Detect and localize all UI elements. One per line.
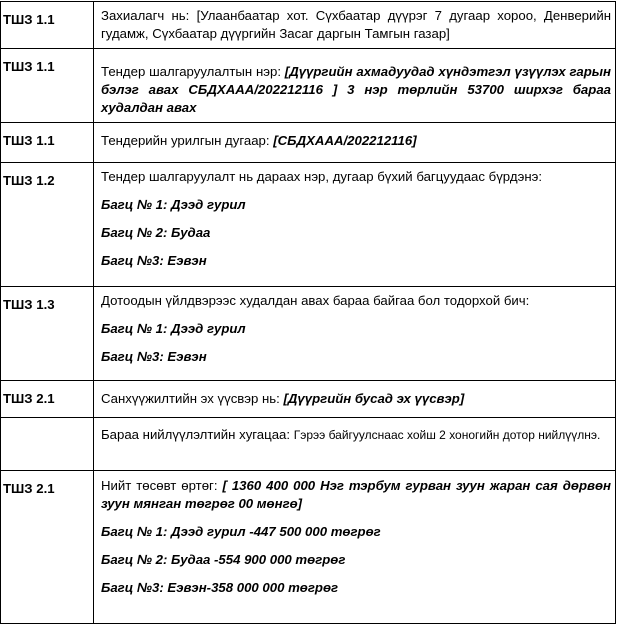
clause-body	[94, 418, 616, 471]
lot-item: Багц № 2: Будаа	[101, 225, 211, 240]
clause-text	[101, 7, 611, 43]
clause-value: [ 1360 400 000 Нэг тэрбум гурван зуун жаран сая дөрвөн зуун мянган төгрөг 00 мөнгө]	[101, 478, 611, 511]
lot-item: Багц № 1: Дээд гурил -447 500 000 төгрөг	[101, 524, 381, 539]
clause-body	[94, 471, 616, 624]
clause-code	[1, 418, 94, 471]
table-row	[1, 123, 616, 163]
clause-label: Захиалагч нь:	[101, 8, 197, 23]
clause-value: [Улаанбаатар хот. Сүхбаатар дүүрэг 7 дугаар хороо, Денверийн гудамж, Сүхбаатар дүүргийн Засаг даргын Тамгын газар]	[101, 8, 612, 41]
table-row	[1, 287, 616, 381]
clause-code: ТШЗ 1.2	[1, 163, 94, 287]
bid-data-sheet-table	[0, 1, 616, 624]
lot-item: Багц № 1: Дээд гурил	[101, 321, 246, 336]
clause-label: Нийт төсөвт өртөг:	[101, 478, 223, 493]
clause-body	[94, 163, 616, 287]
clause-label: Санхүүжилтийн эх үүсвэр нь:	[101, 391, 284, 406]
clause-code: ТШЗ 1.1	[1, 123, 94, 163]
clause-value: [СБДХААА/202212116]	[273, 133, 417, 148]
clause-body	[94, 2, 616, 49]
lot-item: Багц № 2: Будаа -554 900 000 төгрөг	[101, 552, 346, 567]
clause-code: ТШЗ 1.1	[1, 2, 94, 49]
clause-value: Гэрээ байгуулснаас хойш 2 хоногийн дотор нийлүүлнэ.	[293, 428, 601, 442]
clause-label: Тендер шалгаруулалтын нэр:	[101, 64, 285, 79]
clause-code: ТШЗ 1.3	[1, 287, 94, 381]
clause-text	[101, 63, 611, 117]
clause-label: Тендерийн урилгын дугаар:	[101, 133, 274, 148]
clause-text	[101, 132, 611, 150]
clause-text	[101, 477, 611, 513]
table-row	[1, 163, 616, 287]
clause-label: Бараа нийлүүлэлтийн хугацаа:	[101, 427, 294, 442]
clause-value: [Дүүргийн ахмадуудад хүндэтгэл үзүүлэх гарын бэлэг авах СБДХААА/202212116 ] 3 нэр төрлийн 53700 ширхэг бараа худалдан авах	[101, 64, 611, 115]
table-row	[1, 49, 616, 123]
lot-item: Багц №3: Еэвэн	[101, 349, 207, 364]
clause-body	[94, 381, 616, 418]
clause-value: [Дүүргийн бусад эх үүсвэр]	[283, 391, 465, 406]
table-row	[1, 381, 616, 418]
clause-body	[94, 123, 616, 163]
clause-text	[101, 390, 611, 408]
clause-code: ТШЗ 2.1	[1, 471, 94, 624]
lot-item: Багц №3: Еэвэн-358 000 000 төгрөг	[101, 580, 339, 595]
lot-item: Багц №3: Еэвэн	[101, 253, 207, 268]
table-row	[1, 418, 616, 471]
table-row	[1, 2, 616, 49]
clause-code: ТШЗ 2.1	[1, 381, 94, 418]
table-row	[1, 471, 616, 624]
lot-item: Багц № 1: Дээд гурил	[101, 197, 246, 212]
clause-text	[101, 426, 611, 444]
clause-label: Тендер шалгаруулалт нь дараах нэр, дугаар бүхий багцуудаас бүрдэнэ:	[101, 169, 543, 184]
clause-label: Дотоодын үйлдвэрээс худалдан авах бараа байгаа бол тодорхой бич:	[101, 293, 530, 308]
clause-body	[94, 287, 616, 381]
clause-body	[94, 49, 616, 123]
clause-code: ТШЗ 1.1	[1, 49, 94, 123]
